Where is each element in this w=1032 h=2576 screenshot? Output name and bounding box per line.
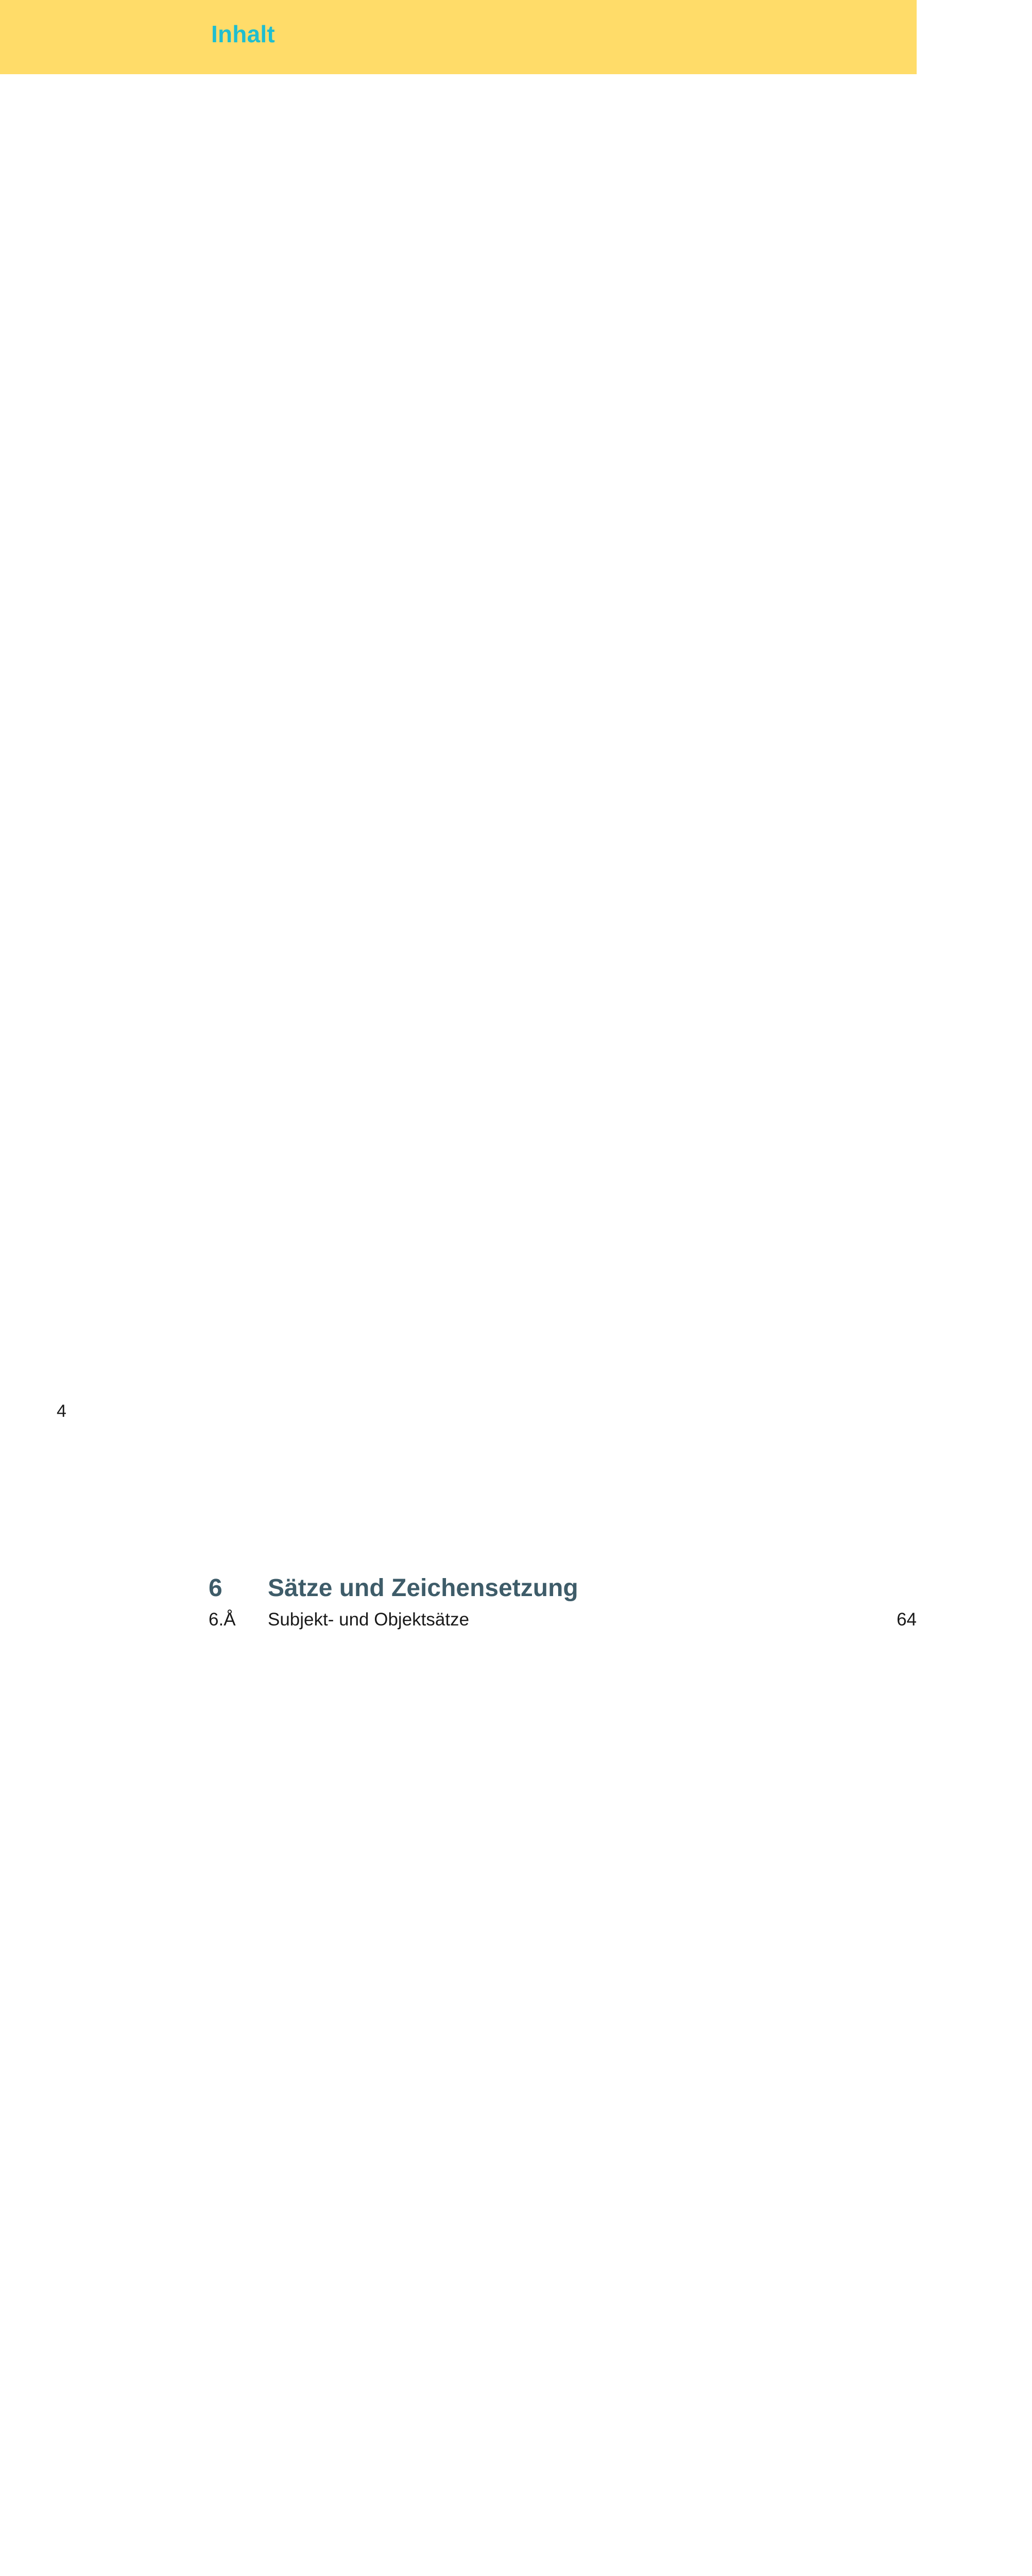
toc-entry[interactable] [209, 1611, 917, 2576]
entry-number: 6.Å [209, 1609, 236, 1630]
chapter-heading-6[interactable] [209, 138, 917, 1601]
page-title: Inhalt [211, 21, 275, 47]
entry-title: Subjekt- und Objektsätze [268, 1609, 470, 1630]
entry-page: 64 [855, 1611, 917, 2576]
header-band [0, 0, 917, 74]
chapter-number: 6 [209, 1574, 222, 1602]
page-folio: 4 [57, 1401, 66, 1421]
chapter-title: Sätze und Zeichensetzung [268, 1574, 578, 1602]
chapter-page [855, 138, 917, 1596]
toc-content [209, 138, 917, 2576]
